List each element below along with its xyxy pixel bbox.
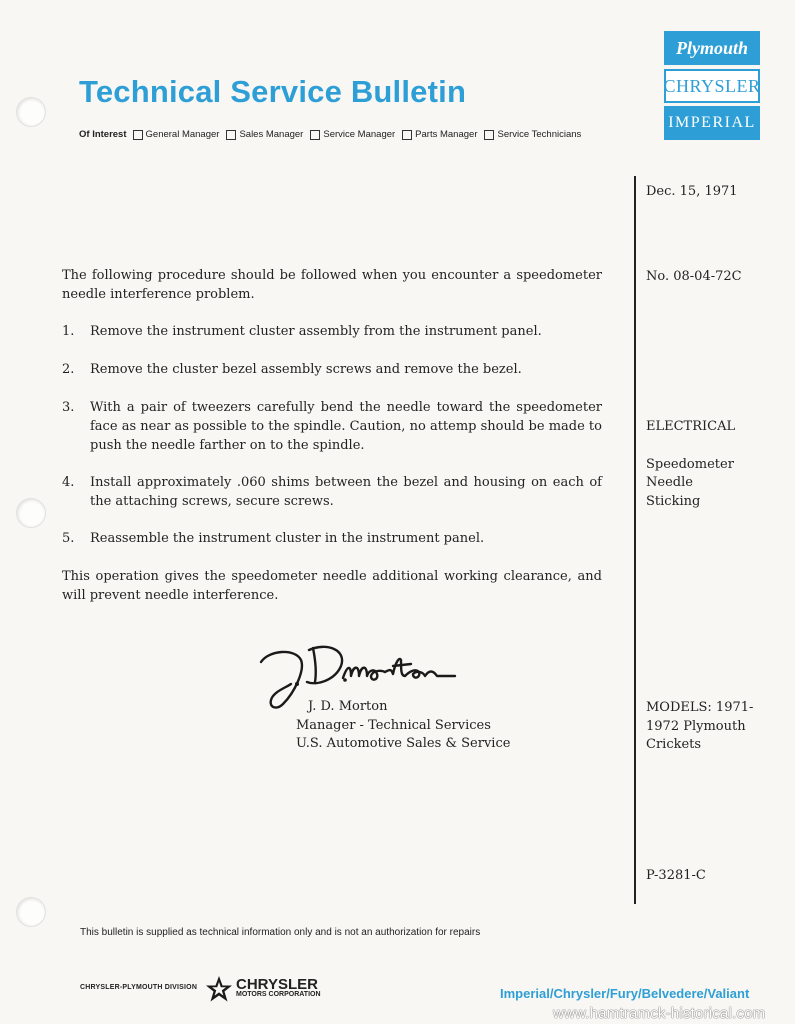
imperial-logo: IMPERIAL xyxy=(664,106,760,140)
step-text: Install approximately .060 shims between the bezel and housing on each of the attaching screws, secure screws. xyxy=(90,475,602,509)
interest-option: Service Technicians xyxy=(484,129,581,140)
step-number: 4. xyxy=(62,475,75,490)
signer-organization: U.S. Automotive Sales & Service xyxy=(296,736,511,751)
interest-option: General Manager xyxy=(133,129,220,140)
website-watermark: www.hamtramck-historical.com xyxy=(553,1005,766,1022)
brand-lineup: Imperial/Chrysler/Fury/Belvedere/Valiant xyxy=(500,986,750,1001)
checkbox-icon xyxy=(484,130,494,140)
procedure-step xyxy=(62,473,602,511)
subject-line: Needle xyxy=(646,475,693,490)
checkbox-icon xyxy=(310,130,320,140)
models-line: MODELS: 1971- xyxy=(646,700,754,715)
step-text: Remove the instrument cluster assembly from the instrument panel. xyxy=(90,324,542,339)
subject-line: Speedometer xyxy=(646,457,734,472)
interest-label: Of Interest xyxy=(79,129,127,140)
column-divider xyxy=(634,176,636,904)
procedure-step xyxy=(62,529,602,548)
bulletin-category: ELECTRICAL xyxy=(646,419,736,434)
checkbox-icon xyxy=(402,130,412,140)
chrysler-logo: CHRYSLER xyxy=(664,69,760,103)
bulletin-number: No. 08-04-72C xyxy=(646,269,742,284)
interest-row xyxy=(79,129,588,140)
checkbox-icon xyxy=(226,130,236,140)
plymouth-logo: Plymouth xyxy=(664,31,760,65)
procedure-step xyxy=(62,360,602,379)
procedure-step xyxy=(62,398,602,455)
bulletin-date: Dec. 15, 1971 xyxy=(646,184,738,199)
closing-paragraph: This operation gives the speedometer needle additional working clearance, and will prevent needle interference. xyxy=(62,569,602,603)
signer-name: J. D. Morton xyxy=(308,699,388,714)
step-number: 1. xyxy=(62,324,75,339)
interest-option: Sales Manager xyxy=(226,129,303,140)
step-number: 5. xyxy=(62,531,75,546)
interest-option: Parts Manager xyxy=(402,129,477,140)
subject-line: Sticking xyxy=(646,494,701,509)
models-line: Crickets xyxy=(646,737,702,752)
step-number: 3. xyxy=(62,400,75,415)
interest-option: Service Manager xyxy=(310,129,395,140)
step-text: With a pair of tweezers carefully bend the needle toward the speedometer face as near as possible to the spindle. Caution, no attemp should be made to push the needle farther on to the spindle. xyxy=(90,400,602,453)
disclaimer-text: This bulletin is supplied as technical information only and is not an authorization for repairs xyxy=(80,927,481,938)
pentastar-icon xyxy=(205,975,233,1003)
procedure-step xyxy=(62,322,602,341)
reference-number: P-3281-C xyxy=(646,868,706,883)
signer-title: Manager - Technical Services xyxy=(296,718,491,733)
binder-hole-bottom xyxy=(16,897,46,927)
step-text: Reassemble the instrument cluster in the instrument panel. xyxy=(90,531,485,546)
step-number: 2. xyxy=(62,362,75,377)
models-line: 1972 Plymouth xyxy=(646,719,746,734)
binder-hole-middle xyxy=(16,498,46,528)
page-title: Technical Service Bulletin xyxy=(79,74,467,109)
checkbox-icon xyxy=(133,130,143,140)
division-name: CHRYSLER-PLYMOUTH DIVISION xyxy=(80,984,198,991)
corporation-name: CHRYSLER xyxy=(236,976,318,993)
corporation-subtitle: MOTORS CORPORATION xyxy=(236,991,321,998)
intro-paragraph: The following procedure should be followed when you encounter a speedometer needle interference problem. xyxy=(62,268,602,302)
step-text: Remove the cluster bezel assembly screws and remove the bezel. xyxy=(90,362,522,377)
binder-hole-top xyxy=(16,97,46,127)
